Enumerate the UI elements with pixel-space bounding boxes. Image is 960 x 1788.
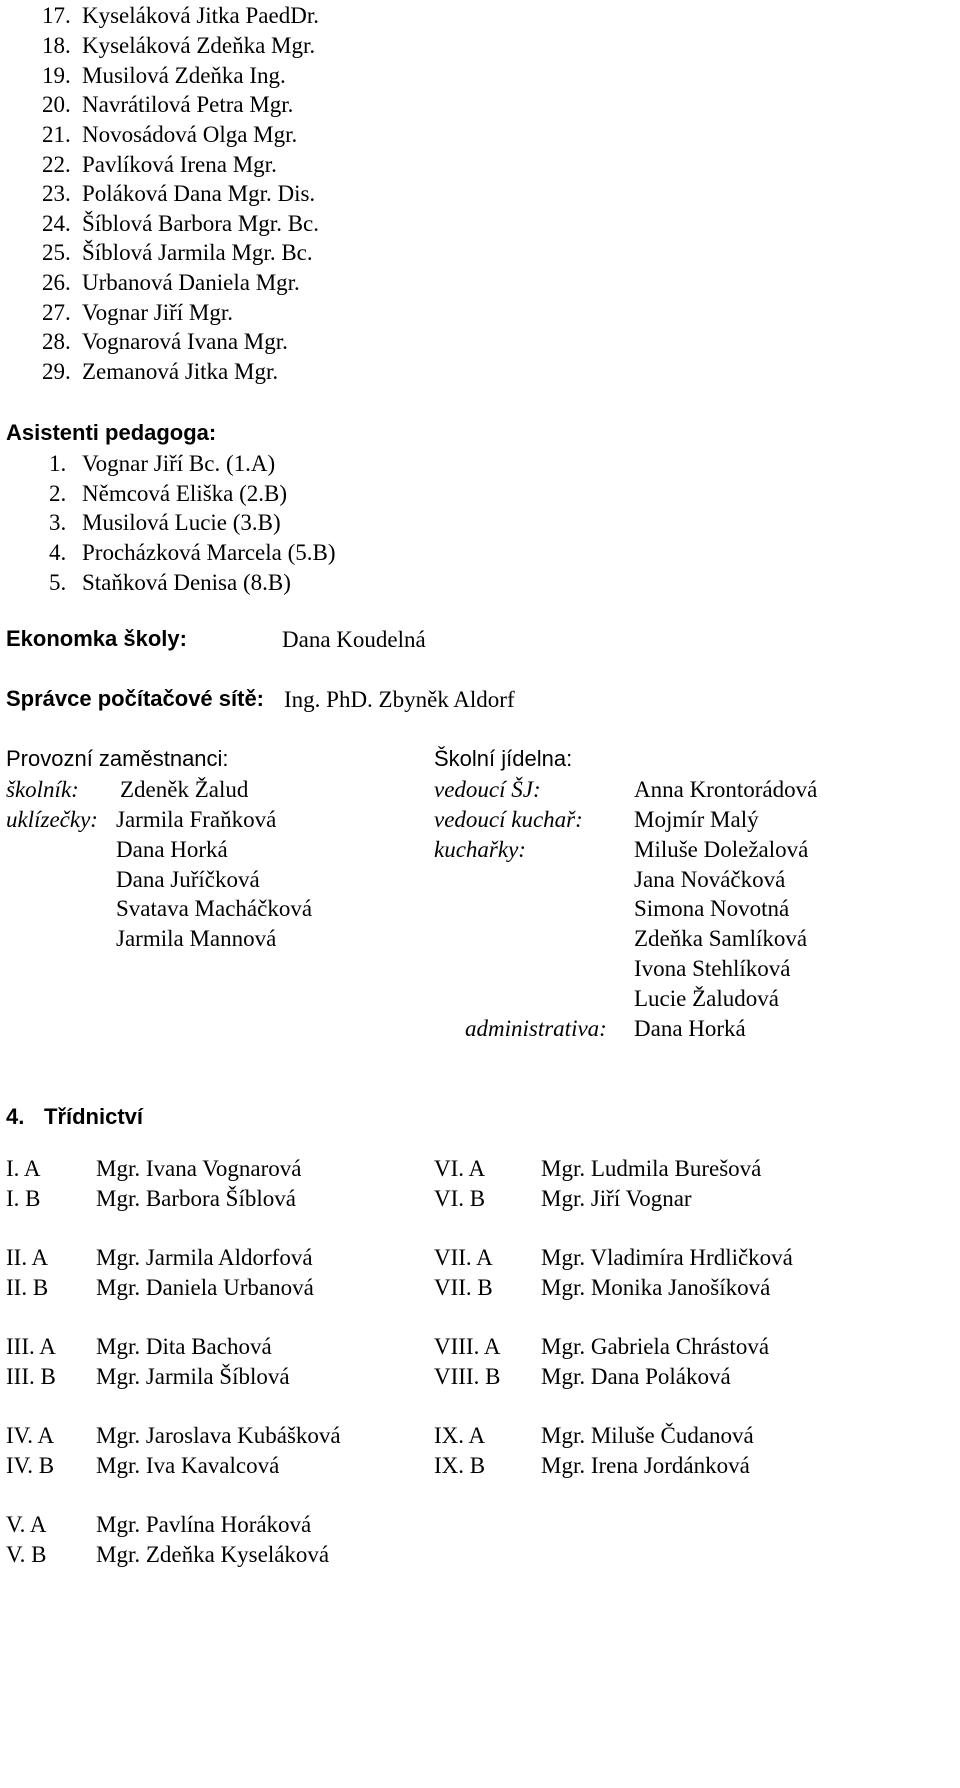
class-teacher-name: Mgr. Pavlína Horáková xyxy=(96,1512,312,1537)
network-admin-label: Správce počítačové sítě: xyxy=(6,686,265,711)
section-number: 4. xyxy=(6,1104,25,1129)
list-number: 28. xyxy=(42,329,71,354)
teacher-name: Kyseláková Zdeňka Mgr. xyxy=(82,33,316,58)
teacher-name: Zemanová Jitka Mgr. xyxy=(82,359,279,384)
teacher-name: Vognarová Ivana Mgr. xyxy=(82,329,288,354)
class-label: IV. A xyxy=(6,1423,55,1448)
class-teacher-name: Mgr. Zdeňka Kyseláková xyxy=(96,1542,330,1567)
list-number: 2. xyxy=(49,481,67,506)
section-heading: Provozní zaměstnanci: xyxy=(6,746,229,771)
list-number: 22. xyxy=(42,152,71,177)
list-number: 21. xyxy=(42,122,71,147)
class-label: VIII. B xyxy=(434,1364,501,1389)
class-label: IX. A xyxy=(434,1423,486,1448)
class-teacher-name: Mgr. Daniela Urbanová xyxy=(96,1275,314,1300)
class-label: III. B xyxy=(6,1364,56,1389)
economist-label: Ekonomka školy: xyxy=(6,626,187,651)
head-cook-name: Mojmír Malý xyxy=(634,807,759,832)
assistant-name: Vognar Jiří Bc. (1.A) xyxy=(82,451,276,476)
cleaner-name: Dana Horká xyxy=(116,837,228,862)
cleaner-name: Svatava Macháčková xyxy=(116,896,313,921)
class-label: V. A xyxy=(6,1512,47,1537)
admin-label: administrativa: xyxy=(465,1016,607,1041)
cook-name: Zdeňka Samlíková xyxy=(634,926,808,951)
class-teacher-name: Mgr. Jarmila Aldorfová xyxy=(96,1245,313,1270)
cooks-label: kuchařky: xyxy=(434,837,526,862)
class-teacher-name: Mgr. Dana Poláková xyxy=(541,1364,731,1389)
class-teacher-name: Mgr. Iva Kavalcová xyxy=(96,1453,280,1478)
list-number: 25. xyxy=(42,240,71,265)
class-label: VI. A xyxy=(434,1156,486,1181)
list-number: 27. xyxy=(42,300,71,325)
class-label: I. B xyxy=(6,1186,41,1211)
class-label: IX. B xyxy=(434,1453,486,1478)
class-label: II. B xyxy=(6,1275,49,1300)
class-teacher-name: Mgr. Irena Jordánková xyxy=(541,1453,750,1478)
class-teacher-name: Mgr. Ivana Vognarová xyxy=(96,1156,302,1181)
section-heading: Asistenti pedagoga: xyxy=(6,420,217,445)
class-teacher-name: Mgr. Gabriela Chrástová xyxy=(541,1334,770,1359)
assistant-name: Musilová Lucie (3.B) xyxy=(82,510,281,535)
cleaners-label: uklízečky: xyxy=(6,807,98,832)
list-number: 26. xyxy=(42,270,71,295)
class-label: VI. B xyxy=(434,1186,486,1211)
teacher-name: Šíblová Jarmila Mgr. Bc. xyxy=(82,240,313,265)
economist-name: Dana Koudelná xyxy=(282,627,426,652)
class-teacher-name: Mgr. Jaroslava Kubášková xyxy=(96,1423,341,1448)
janitor-label: školník: xyxy=(6,777,79,802)
cook-name: Simona Novotná xyxy=(634,896,790,921)
class-teacher-name: Mgr. Ludmila Burešová xyxy=(541,1156,762,1181)
cook-name: Ivona Stehlíková xyxy=(634,956,791,981)
class-label: III. A xyxy=(6,1334,56,1359)
class-teacher-name: Mgr. Jiří Vognar xyxy=(541,1186,692,1211)
section-heading: Školní jídelna: xyxy=(434,746,573,771)
assistant-name: Procházková Marcela (5.B) xyxy=(82,540,336,565)
teacher-name: Novosádová Olga Mgr. xyxy=(82,122,298,147)
class-teacher-name: Mgr. Dita Bachová xyxy=(96,1334,272,1359)
list-number: 24. xyxy=(42,211,71,236)
class-label: VIII. A xyxy=(434,1334,501,1359)
list-number: 19. xyxy=(42,63,71,88)
list-number: 1. xyxy=(49,451,67,476)
cleaner-name: Dana Juříčková xyxy=(116,867,260,892)
teacher-name: Šíblová Barbora Mgr. Bc. xyxy=(82,211,319,236)
cleaner-name: Jarmila Mannová xyxy=(116,926,277,951)
class-label: VII. B xyxy=(434,1275,493,1300)
teacher-name: Navrátilová Petra Mgr. xyxy=(82,92,294,117)
teacher-name: Urbanová Daniela Mgr. xyxy=(82,270,300,295)
janitor-name: Zdeněk Žalud xyxy=(120,777,249,802)
class-teacher-name: Mgr. Monika Janošíková xyxy=(541,1275,771,1300)
class-teacher-name: Mgr. Barbora Šíblová xyxy=(96,1186,296,1211)
list-number: 3. xyxy=(49,510,67,535)
network-admin-name: Ing. PhD. Zbyněk Aldorf xyxy=(284,687,515,712)
list-number: 23. xyxy=(42,181,71,206)
teacher-name: Poláková Dana Mgr. Dis. xyxy=(82,181,316,206)
class-teacher-name: Mgr. Miluše Čudanová xyxy=(541,1423,754,1448)
teacher-name: Pavlíková Irena Mgr. xyxy=(82,152,277,177)
cook-name: Miluše Doležalová xyxy=(634,837,809,862)
list-number: 5. xyxy=(49,570,67,595)
class-label: VII. A xyxy=(434,1245,493,1270)
teacher-name: Kyseláková Jitka PaedDr. xyxy=(82,3,319,28)
class-label: V. B xyxy=(6,1542,47,1567)
manager-name: Anna Krontorádová xyxy=(634,777,818,802)
cleaner-name: Jarmila Fraňková xyxy=(116,807,277,832)
teacher-name: Vognar Jiří Mgr. xyxy=(82,300,233,325)
class-teacher-name: Mgr. Vladimíra Hrdličková xyxy=(541,1245,793,1270)
manager-label: vedoucí ŠJ: xyxy=(434,777,541,802)
teacher-name: Musilová Zdeňka Ing. xyxy=(82,63,286,88)
admin-name: Dana Horká xyxy=(634,1016,746,1041)
class-label: II. A xyxy=(6,1245,49,1270)
class-teacher-name: Mgr. Jarmila Šíblová xyxy=(96,1364,290,1389)
list-number: 18. xyxy=(42,33,71,58)
class-label: IV. B xyxy=(6,1453,55,1478)
cook-name: Lucie Žaludová xyxy=(634,986,779,1011)
head-cook-label: vedoucí kuchař: xyxy=(434,807,583,832)
list-number: 17. xyxy=(42,3,71,28)
list-number: 4. xyxy=(49,540,67,565)
assistant-name: Staňková Denisa (8.B) xyxy=(82,570,291,595)
section-heading: Třídnictví xyxy=(44,1104,144,1129)
list-number: 20. xyxy=(42,92,71,117)
cook-name: Jana Nováčková xyxy=(634,867,786,892)
assistant-name: Němcová Eliška (2.B) xyxy=(82,481,288,506)
list-number: 29. xyxy=(42,359,71,384)
class-label: I. A xyxy=(6,1156,41,1181)
